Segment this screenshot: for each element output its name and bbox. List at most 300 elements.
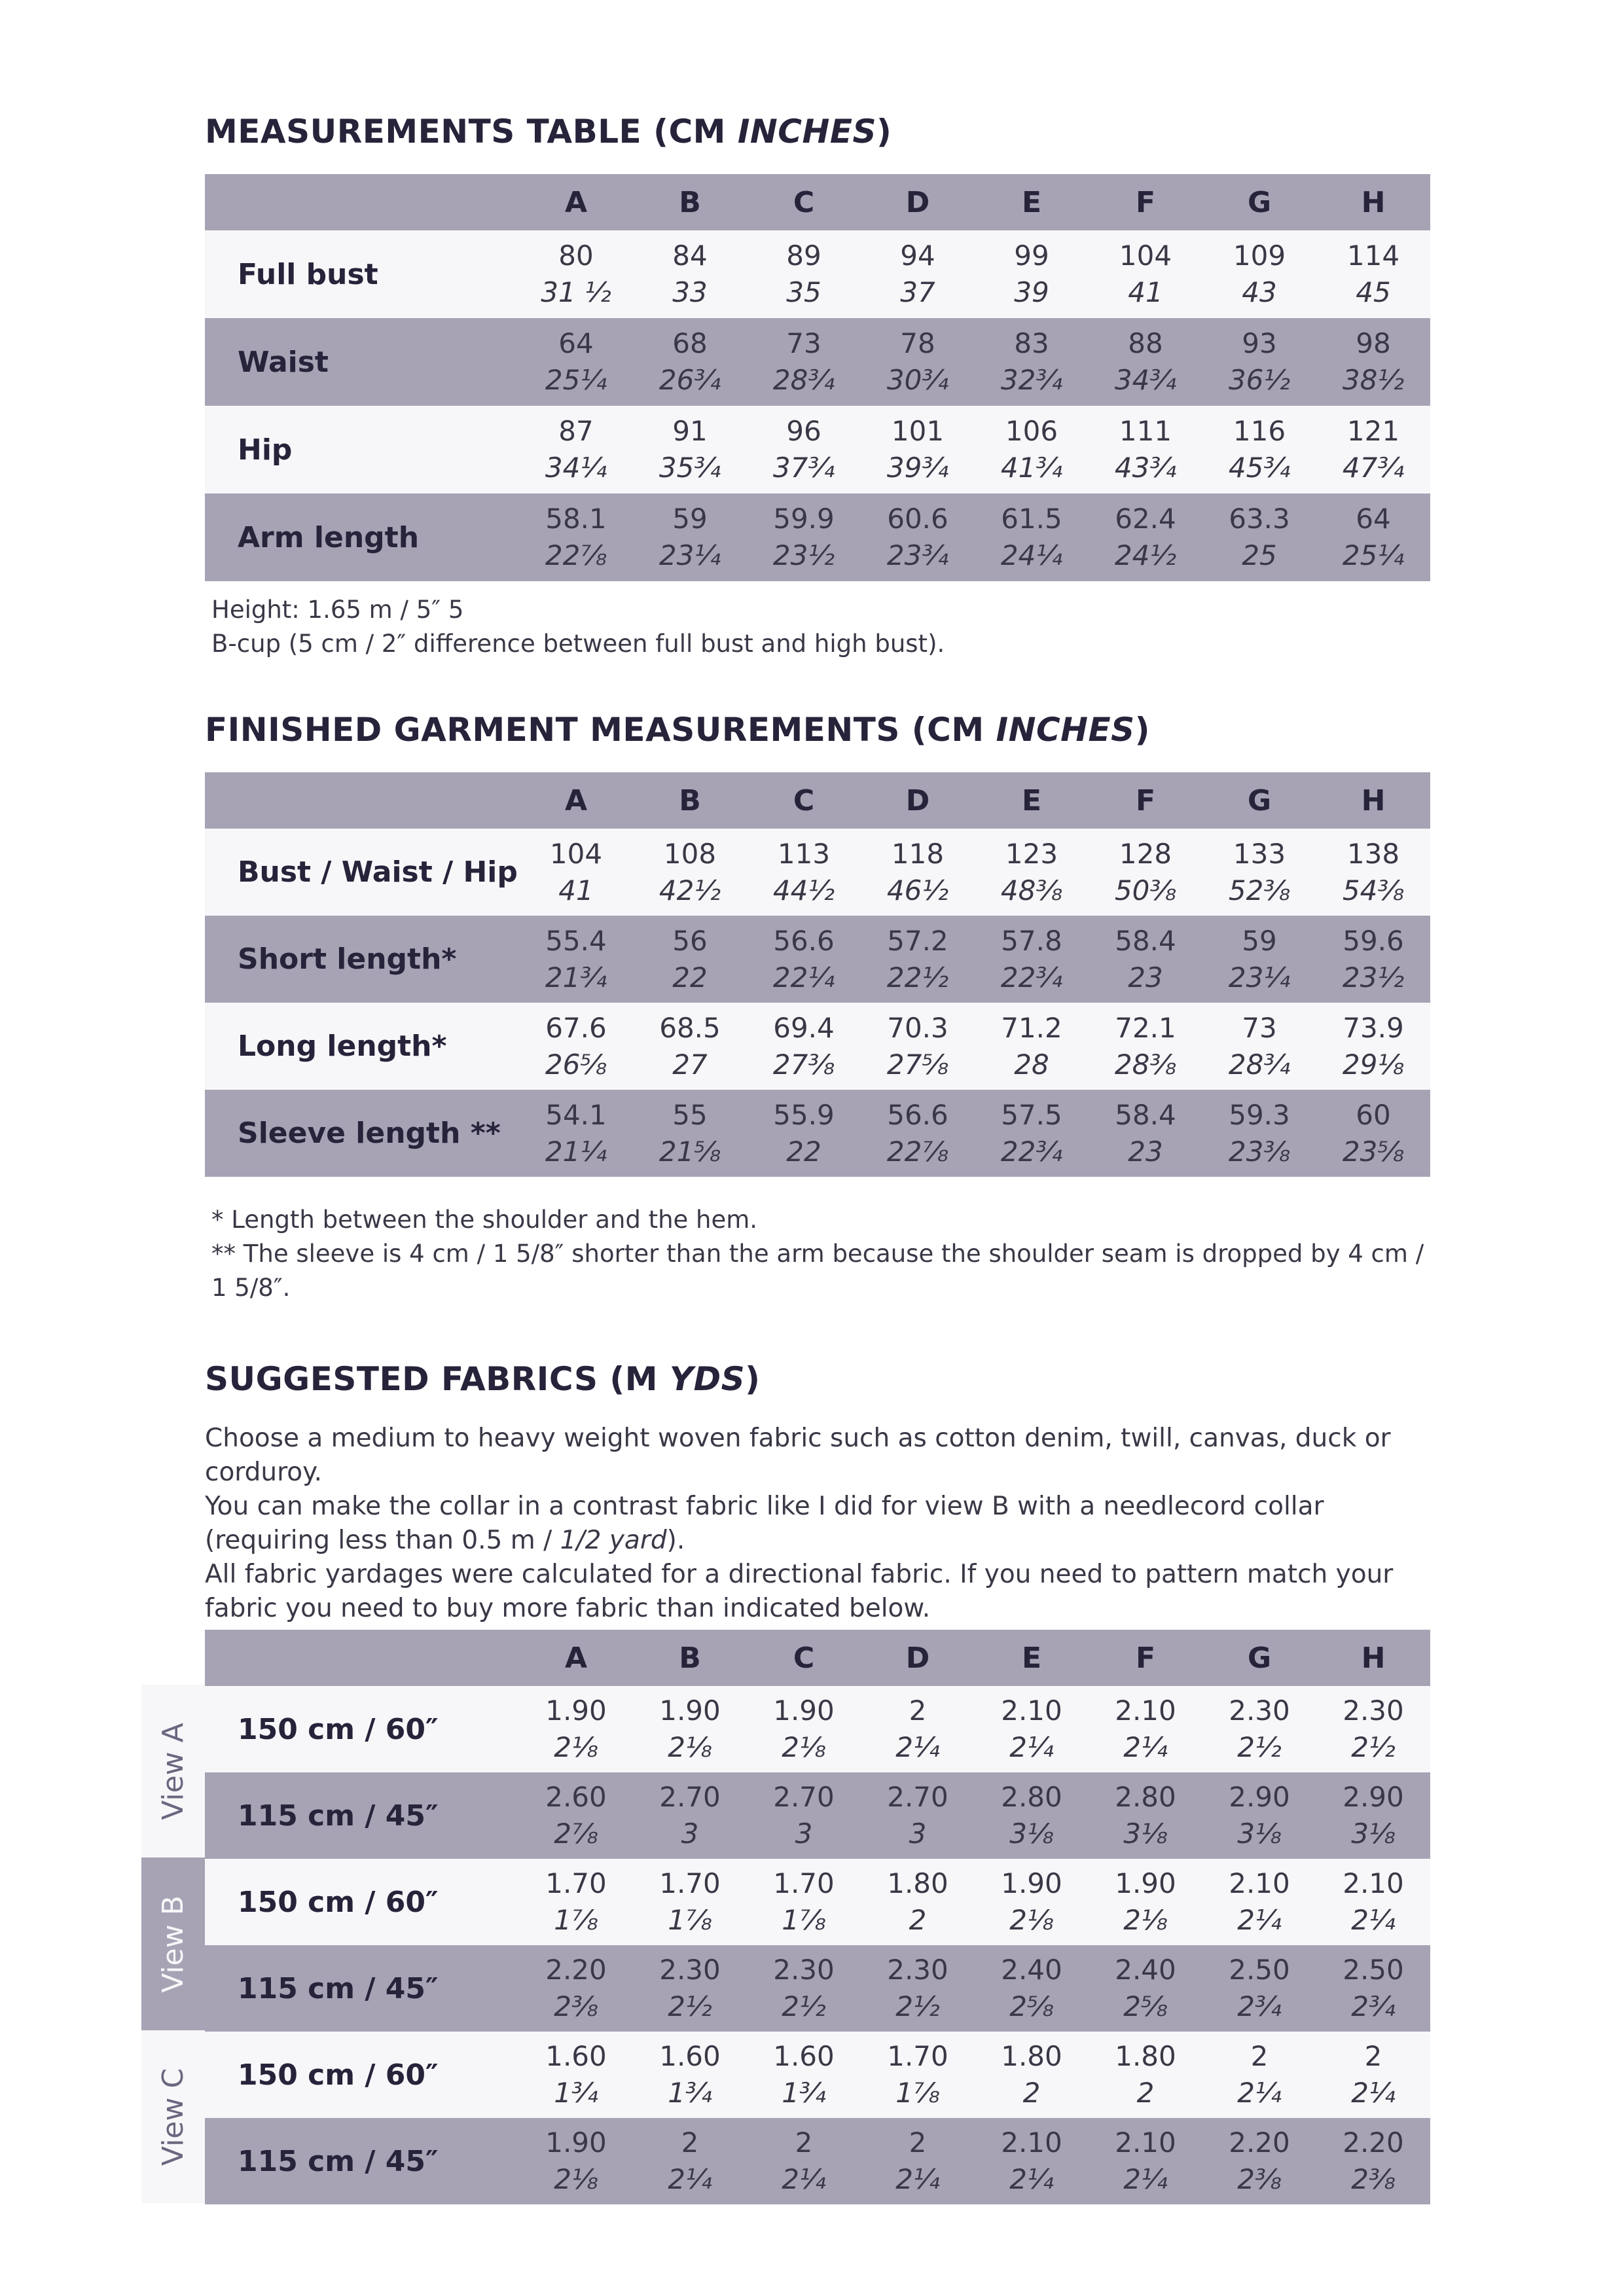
cm-value: 63.3: [1229, 503, 1290, 535]
inch-value: 2⅛: [554, 2163, 598, 2195]
table-row: [205, 829, 1430, 916]
inch-value: 2¼: [1237, 1904, 1282, 1936]
cm-value: 104: [549, 837, 603, 870]
value-cell: [1202, 2032, 1316, 2118]
row-label: 115 cm / 45″: [205, 2118, 519, 2204]
inch-value: 2¼: [895, 1731, 940, 1763]
inch-value: 39¾: [886, 452, 949, 484]
inch-value: 2⅛: [782, 1731, 826, 1763]
inch-value: 2⅛: [1009, 1904, 1054, 1936]
value-cell: [861, 916, 975, 1003]
cm-value: 59.3: [1229, 1098, 1290, 1131]
cup-note: B-cup (5 cm / 2″ difference between full bust and high bust).: [211, 630, 945, 658]
inch-value: 28¾: [1228, 1048, 1291, 1081]
row-label: Long length*: [205, 1003, 519, 1090]
inch-value: 24¼: [1000, 539, 1063, 571]
value-cell: [1089, 1859, 1202, 1945]
value-cell: [861, 1859, 975, 1945]
inch-value: 2¼: [1123, 1731, 1168, 1763]
inch-value: 34¾: [1114, 364, 1177, 396]
size-header: H: [1316, 174, 1430, 230]
inch-value: 3⅛: [1123, 1818, 1168, 1850]
cm-value: 2: [1250, 2040, 1269, 2072]
size-header: G: [1202, 1630, 1316, 1686]
inch-value: 2¼: [782, 2163, 826, 2195]
cm-value: 96: [786, 415, 821, 447]
value-cell: [1316, 1090, 1430, 1177]
value-cell: [975, 406, 1089, 493]
inch-value: 46½: [886, 874, 949, 906]
value-cell: [975, 2032, 1089, 2118]
size-header: B: [633, 174, 747, 230]
value-cell: [1089, 493, 1202, 581]
length-note: * Length between the shoulder and the hem.: [211, 1206, 758, 1234]
cm-value: 83: [1014, 327, 1049, 359]
cm-value: 89: [786, 240, 821, 272]
value-cell: [1202, 2118, 1316, 2204]
cm-value: 59: [1242, 924, 1277, 957]
value-cell: [633, 916, 747, 1003]
cm-value: 59: [672, 503, 708, 535]
cm-value: 111: [1119, 415, 1172, 447]
table-row: [205, 2032, 1430, 2118]
value-cell: [1316, 1772, 1430, 1859]
cm-value: 2.70: [887, 1781, 948, 1813]
inch-value: 2¾: [1237, 1990, 1282, 2022]
value-cell: [1316, 2118, 1430, 2204]
finished-title: FINISHED GARMENT MEASUREMENTS (CM INCHES): [205, 711, 1151, 749]
value-cell: [519, 1945, 633, 2032]
size-header: A: [519, 1630, 633, 1686]
inch-value: 22: [786, 1135, 821, 1168]
value-cell: [633, 829, 747, 916]
value-cell: [747, 1945, 861, 2032]
cm-value: 1.70: [659, 1867, 721, 1899]
size-header: C: [747, 1630, 861, 1686]
inch-value: 2⅝: [1009, 1990, 1054, 2022]
inch-value: 37¾: [772, 452, 835, 484]
cm-value: 2: [909, 1695, 927, 1727]
cm-value: 2.30: [659, 1954, 721, 1986]
size-header: E: [975, 174, 1089, 230]
value-cell: [1089, 1945, 1202, 2032]
value-cell: [975, 1090, 1089, 1177]
cm-value: 94: [900, 240, 935, 272]
cm-value: 1.90: [1115, 1867, 1176, 1899]
value-cell: [519, 829, 633, 916]
fabric-choice-text: Choose a medium to heavy weight woven fabric such as cotton denim, twill, canvas, duck or corduroy.: [205, 1424, 1391, 1487]
cm-value: 101: [891, 415, 945, 447]
cm-value: 2.30: [1229, 1695, 1290, 1727]
collar-text: You can make the collar in a contrast fabric like I did for view B with a needlecord collar (requiring less than 0.5 m / 1/2 yard).: [205, 1492, 1324, 1555]
value-cell: [1202, 1945, 1316, 2032]
cm-value: 93: [1242, 327, 1277, 359]
table-row: [205, 1090, 1430, 1177]
cm-value: 1.80: [1001, 2040, 1062, 2072]
cm-value: 60: [1356, 1098, 1391, 1131]
value-cell: [1089, 2032, 1202, 2118]
value-cell: [1202, 1859, 1316, 1945]
cm-value: 2.80: [1115, 1781, 1176, 1813]
inch-value: 3: [681, 1818, 699, 1850]
cm-value: 2.10: [1001, 2126, 1062, 2159]
row-label: Sleeve length **: [205, 1090, 519, 1177]
value-cell: [747, 1003, 861, 1090]
inch-value: 1¾: [668, 2077, 712, 2109]
value-cell: [1316, 829, 1430, 916]
view-b-label: View B: [141, 1857, 205, 2030]
inch-value: 54⅜: [1342, 874, 1405, 906]
inch-value: 1⅞: [895, 2077, 940, 2109]
value-cell: [747, 493, 861, 581]
cm-value: 80: [558, 240, 594, 272]
inch-value: 2: [1136, 2077, 1155, 2109]
value-cell: [747, 916, 861, 1003]
value-cell: [633, 1859, 747, 1945]
value-cell: [519, 2118, 633, 2204]
cm-value: 2.10: [1115, 2126, 1176, 2159]
cm-value: 2.40: [1001, 1954, 1062, 1986]
inch-value: 22⅞: [886, 1135, 949, 1168]
inch-value: 27⅜: [772, 1048, 835, 1081]
value-cell: [747, 406, 861, 493]
inch-value: 36½: [1228, 364, 1291, 396]
value-cell: [861, 406, 975, 493]
value-cell: [1089, 1090, 1202, 1177]
size-header: D: [861, 174, 975, 230]
value-cell: [1202, 916, 1316, 1003]
cm-value: 67.6: [545, 1011, 607, 1044]
value-cell: [861, 1945, 975, 2032]
inch-value: 23⅜: [1228, 1135, 1291, 1168]
value-cell: [1089, 2118, 1202, 2204]
inch-value: 1¾: [554, 2077, 598, 2109]
table-row: [205, 1945, 1430, 2032]
cm-value: 2.30: [887, 1954, 948, 1986]
cm-value: 2: [909, 2126, 927, 2159]
inch-value: 28¾: [772, 364, 835, 396]
value-cell: [519, 406, 633, 493]
size-header: F: [1089, 1630, 1202, 1686]
value-cell: [519, 493, 633, 581]
inch-value: 2¼: [1009, 1731, 1054, 1763]
cm-value: 138: [1346, 837, 1400, 870]
size-header: E: [975, 1630, 1089, 1686]
row-label: Arm length: [205, 493, 519, 581]
finished-notes: [211, 1203, 1430, 1305]
cm-value: 114: [1346, 240, 1400, 272]
cm-value: 71.2: [1001, 1011, 1062, 1044]
cm-value: 2.10: [1001, 1695, 1062, 1727]
inch-value: 37: [900, 276, 935, 308]
inch-value: 2¼: [1009, 2163, 1054, 2195]
size-header: B: [633, 772, 747, 829]
row-label: Bust / Waist / Hip: [205, 829, 519, 916]
size-header: H: [1316, 1630, 1430, 1686]
value-cell: [633, 406, 747, 493]
inch-value: 52⅜: [1228, 874, 1291, 906]
size-header: E: [975, 772, 1089, 829]
value-cell: [747, 230, 861, 318]
cm-value: 2.80: [1001, 1781, 1062, 1813]
value-cell: [1202, 406, 1316, 493]
value-cell: [1089, 406, 1202, 493]
cm-value: 2.50: [1343, 1954, 1404, 1986]
cm-value: 88: [1128, 327, 1163, 359]
value-cell: [633, 1003, 747, 1090]
inch-value: 23¼: [1228, 961, 1291, 994]
inch-value: 3⅛: [1009, 1818, 1054, 1850]
row-label: 150 cm / 60″: [205, 1859, 519, 1945]
value-cell: [1089, 318, 1202, 406]
inch-value: 48⅜: [1000, 874, 1063, 906]
value-cell: [861, 829, 975, 916]
inch-value: 26⅝: [545, 1048, 607, 1081]
cm-value: 56.6: [773, 924, 835, 957]
table-row: [205, 2118, 1430, 2204]
inch-value: 28: [1014, 1048, 1049, 1081]
inch-value: 2⅛: [668, 1731, 712, 1763]
cm-value: 106: [1005, 415, 1058, 447]
value-cell: [747, 318, 861, 406]
cm-value: 64: [1356, 503, 1391, 535]
inch-value: 21¾: [545, 961, 607, 994]
measurements-table: [205, 174, 1430, 581]
cm-value: 2.10: [1343, 1867, 1404, 1899]
inch-value: 47¾: [1342, 452, 1405, 484]
cm-value: 68.5: [659, 1011, 721, 1044]
inch-value: 23⅝: [1342, 1135, 1405, 1168]
row-label: 115 cm / 45″: [205, 1772, 519, 1859]
value-cell: [975, 829, 1089, 916]
inch-value: 2: [1022, 2077, 1041, 2109]
value-cell: [1089, 916, 1202, 1003]
cm-value: 84: [672, 240, 708, 272]
value-cell: [1316, 1945, 1430, 2032]
value-cell: [975, 493, 1089, 581]
cm-value: 55: [672, 1098, 708, 1131]
size-header: A: [519, 772, 633, 829]
value-cell: [1316, 406, 1430, 493]
header-row: [205, 1630, 1430, 1686]
inch-value: 30¾: [886, 364, 949, 396]
row-label: 150 cm / 60″: [205, 2032, 519, 2118]
cm-value: 59.9: [773, 503, 835, 535]
size-header: G: [1202, 174, 1316, 230]
value-cell: [633, 1772, 747, 1859]
size-header: C: [747, 174, 861, 230]
inch-value: 22½: [886, 961, 949, 994]
inch-value: 1⅞: [782, 1904, 826, 1936]
cm-value: 2.20: [1229, 2126, 1290, 2159]
value-cell: [633, 1090, 747, 1177]
cm-value: 59.6: [1343, 924, 1404, 957]
value-cell: [975, 1772, 1089, 1859]
value-cell: [1316, 493, 1430, 581]
cm-value: 118: [891, 837, 945, 870]
cm-value: 113: [777, 837, 831, 870]
value-cell: [861, 318, 975, 406]
inch-value: 3: [909, 1818, 927, 1850]
row-label: Short length*: [205, 916, 519, 1003]
inch-value: 31 ½: [541, 276, 611, 308]
cm-value: 1.90: [773, 1695, 835, 1727]
cm-value: 2.40: [1115, 1954, 1176, 1986]
cm-value: 2.20: [545, 1954, 607, 1986]
value-cell: [633, 2118, 747, 2204]
inch-value: 39: [1014, 276, 1049, 308]
value-cell: [1316, 916, 1430, 1003]
table-row: [205, 406, 1430, 493]
header-blank: [205, 1630, 519, 1686]
value-cell: [975, 318, 1089, 406]
value-cell: [633, 1686, 747, 1772]
cm-value: 1.90: [659, 1695, 721, 1727]
fabrics-title: SUGGESTED FABRICS (M YDS): [205, 1360, 761, 1398]
cm-value: 1.80: [887, 1867, 948, 1899]
inch-value: 3⅛: [1237, 1818, 1282, 1850]
inch-value: 2⅜: [1237, 2163, 1282, 2195]
inch-value: 2⅛: [1123, 1904, 1168, 1936]
height-note: Height: 1.65 m / 5″ 5: [211, 596, 464, 624]
inch-value: 26¾: [659, 364, 721, 396]
measurements-title: MEASUREMENTS TABLE (CM INCHES): [205, 113, 892, 151]
value-cell: [861, 1090, 975, 1177]
value-cell: [1316, 1686, 1430, 1772]
inch-value: 1⅞: [668, 1904, 712, 1936]
inch-value: 3⅛: [1351, 1818, 1396, 1850]
cm-value: 87: [558, 415, 594, 447]
inch-value: 22¾: [1000, 1135, 1063, 1168]
value-cell: [633, 230, 747, 318]
inch-value: 2½: [1237, 1731, 1282, 1763]
cm-value: 1.70: [545, 1867, 607, 1899]
cm-value: 1.80: [1115, 2040, 1176, 2072]
cm-value: 1.60: [773, 2040, 835, 2072]
value-cell: [1089, 1003, 1202, 1090]
value-cell: [1089, 1686, 1202, 1772]
cm-value: 70.3: [887, 1011, 948, 1044]
cm-value: 1.90: [545, 2126, 607, 2159]
inch-value: 22: [672, 961, 708, 994]
value-cell: [747, 2118, 861, 2204]
value-cell: [1089, 829, 1202, 916]
inch-value: 25¼: [1342, 539, 1405, 571]
value-cell: [519, 318, 633, 406]
fabrics-description: [205, 1422, 1430, 1626]
cm-value: 2.10: [1115, 1695, 1176, 1727]
value-cell: [1089, 1772, 1202, 1859]
finished-table: [205, 772, 1430, 1177]
inch-value: 41: [1128, 276, 1163, 308]
inch-value: 28⅜: [1114, 1048, 1177, 1081]
cm-value: 91: [672, 415, 708, 447]
cm-value: 64: [558, 327, 594, 359]
inch-value: 2⅜: [1351, 2163, 1396, 2195]
table-row: [205, 230, 1430, 318]
inch-value: 35: [786, 276, 821, 308]
inch-value: 38½: [1342, 364, 1405, 396]
value-cell: [633, 318, 747, 406]
size-header: B: [633, 1630, 747, 1686]
cm-value: 2.70: [773, 1781, 835, 1813]
cm-value: 72.1: [1115, 1011, 1176, 1044]
value-cell: [1316, 318, 1430, 406]
value-cell: [747, 1090, 861, 1177]
inch-value: 43: [1242, 276, 1277, 308]
cm-value: 55.9: [773, 1098, 835, 1131]
value-cell: [975, 1945, 1089, 2032]
table-row: [205, 318, 1430, 406]
inch-value: 21⅝: [659, 1135, 721, 1168]
inch-value: 27: [672, 1048, 708, 1081]
value-cell: [519, 2032, 633, 2118]
value-cell: [975, 2118, 1089, 2204]
inch-value: 2⅛: [554, 1731, 598, 1763]
cm-value: 58.4: [1115, 1098, 1176, 1131]
cm-value: 57.8: [1001, 924, 1062, 957]
value-cell: [747, 2032, 861, 2118]
value-cell: [1316, 230, 1430, 318]
size-header: G: [1202, 772, 1316, 829]
cm-value: 1.60: [545, 2040, 607, 2072]
value-cell: [1316, 1003, 1430, 1090]
cm-value: 78: [900, 327, 935, 359]
cm-value: 58.1: [545, 503, 607, 535]
cm-value: 1.70: [773, 1867, 835, 1899]
cm-value: 2.30: [773, 1954, 835, 1986]
value-cell: [1316, 1859, 1430, 1945]
table-row: [205, 493, 1430, 581]
size-header: A: [519, 174, 633, 230]
value-cell: [519, 1090, 633, 1177]
cm-value: 123: [1005, 837, 1058, 870]
inch-value: 2½: [782, 1990, 826, 2022]
cm-value: 54.1: [545, 1098, 607, 1131]
cm-value: 1.70: [887, 2040, 948, 2072]
inch-value: 24½: [1114, 539, 1177, 571]
inch-value: 1⅞: [554, 1904, 598, 1936]
row-label: Full bust: [205, 230, 519, 318]
cm-value: 68: [672, 327, 708, 359]
cm-value: 1.60: [659, 2040, 721, 2072]
cm-value: 69.4: [773, 1011, 835, 1044]
value-cell: [519, 916, 633, 1003]
cm-value: 1.90: [545, 1695, 607, 1727]
value-cell: [1089, 230, 1202, 318]
row-label: 150 cm / 60″: [205, 1686, 519, 1772]
inch-value: 41¾: [1000, 452, 1063, 484]
cm-value: 2.70: [659, 1781, 721, 1813]
cm-value: 73: [786, 327, 821, 359]
size-header: F: [1089, 772, 1202, 829]
value-cell: [633, 1945, 747, 2032]
value-cell: [1202, 318, 1316, 406]
table-row: [205, 1686, 1430, 1772]
inch-value: 2¼: [1351, 2077, 1396, 2109]
value-cell: [975, 916, 1089, 1003]
cm-value: 99: [1014, 240, 1049, 272]
cm-value: 133: [1233, 837, 1286, 870]
value-cell: [861, 2032, 975, 2118]
measurements-notes: [211, 593, 945, 661]
inch-value: 2⅝: [1123, 1990, 1168, 2022]
value-cell: [747, 829, 861, 916]
table-row: [205, 1003, 1430, 1090]
inch-value: 45: [1356, 276, 1391, 308]
inch-value: 50⅜: [1114, 874, 1177, 906]
inch-value: 43¾: [1114, 452, 1177, 484]
